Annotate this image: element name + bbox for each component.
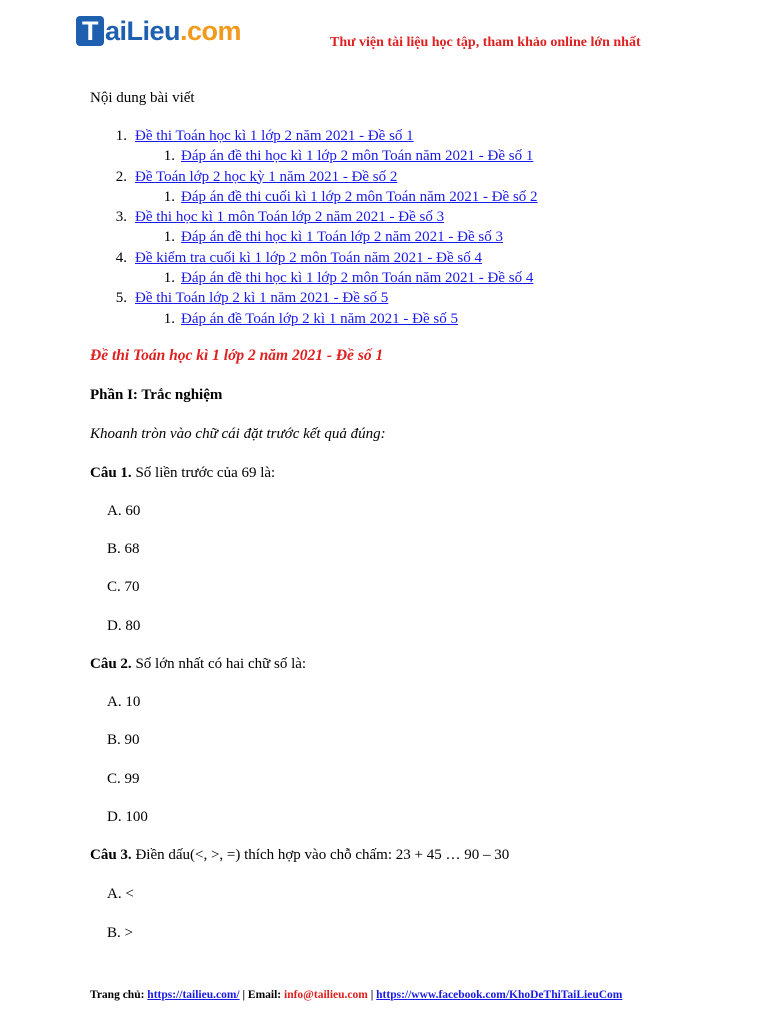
toc-sublink-3[interactable]: Đáp án đề thi học kì 1 Toán lớp 2 năm 2021 - Đề số 3: [181, 229, 503, 246]
footer-facebook-link[interactable]: https://www.facebook.com/KhoDeThiTaiLieuCom: [376, 989, 623, 1001]
toc-link-5[interactable]: Đề thi Toán lớp 2 kì 1 năm 2021 - Đề số 5: [135, 290, 389, 307]
answer-option: A. <: [107, 886, 134, 902]
toc-sublink-2[interactable]: Đáp án đề thi cuối kì 1 lớp 2 môn Toán năm 2021 - Đề số 2: [181, 188, 538, 205]
footer-separator: |: [367, 989, 377, 1001]
toc-link-2[interactable]: Đề Toán lớp 2 học kỳ 1 năm 2021 - Đề số 2: [135, 168, 398, 185]
question-2: Câu 2. Số lớn nhất có hai chữ số là:: [90, 656, 307, 672]
answer-option: D. 80: [107, 618, 141, 634]
toc-title: Nội dung bài viết: [90, 90, 195, 106]
toc-sublink-1[interactable]: Đáp án đề thi học kì 1 lớp 2 môn Toán năm 2021 - Đề số 1: [181, 148, 534, 165]
logo-text: aiLieu: [105, 16, 181, 46]
footer-home-link[interactable]: https://tailieu.com/: [147, 989, 240, 1001]
answer-option: B. 90: [107, 732, 140, 748]
answer-option: A. 60: [107, 503, 141, 519]
question-3: Câu 3. Điền dấu(<, >, =) thích hợp vào chỗ chấm: 23 + 45 … 90 – 30: [90, 847, 510, 863]
section-title: Đề thi Toán học kì 1 lớp 2 năm 2021 - Đề số 1: [90, 347, 384, 364]
instruction-text: Khoanh tròn vào chữ cái đặt trước kết quả đúng:: [90, 426, 386, 442]
footer-email[interactable]: info@tailieu.com: [284, 989, 368, 1001]
answer-option: C. 99: [107, 771, 140, 787]
toc-sublink-5[interactable]: Đáp án đề Toán lớp 2 kì 1 năm 2021 - Đề số 5: [181, 310, 458, 327]
answer-option: D. 100: [107, 809, 148, 825]
toc-link-4[interactable]: Đề kiểm tra cuối kì 1 lớp 2 môn Toán năm 2021 - Đề số 4: [135, 249, 482, 266]
answer-option: C. 70: [107, 579, 140, 595]
header-tagline: Thư viện tài liệu học tập, tham khảo online lớn nhất: [330, 35, 641, 50]
answer-option: B. 68: [107, 541, 140, 557]
toc-link-1[interactable]: Đề thi Toán học kì 1 lớp 2 năm 2021 - Đề số 1: [135, 128, 414, 144]
toc-sublink-4[interactable]: Đáp án đề thi học kì 1 lớp 2 môn Toán năm 2021 - Đề số 4: [181, 270, 534, 287]
answer-option: B. >: [107, 925, 133, 941]
logo-domain: .com: [180, 16, 242, 46]
toc-link-3[interactable]: Đề thi học kì 1 môn Toán lớp 2 năm 2021 - Đề số 3: [135, 209, 445, 226]
page-footer: [90, 989, 622, 1001]
question-1: Câu 1. Số liền trước của 69 là:: [90, 465, 276, 481]
logo[interactable]: [76, 16, 241, 47]
footer-home-label: Trang chủ:: [90, 989, 148, 1001]
answer-option: A. 10: [107, 694, 141, 710]
logo-t: T: [76, 16, 104, 46]
footer-separator: | Email:: [239, 989, 285, 1001]
part-title: Phần I: Trắc nghiệm: [90, 387, 223, 403]
